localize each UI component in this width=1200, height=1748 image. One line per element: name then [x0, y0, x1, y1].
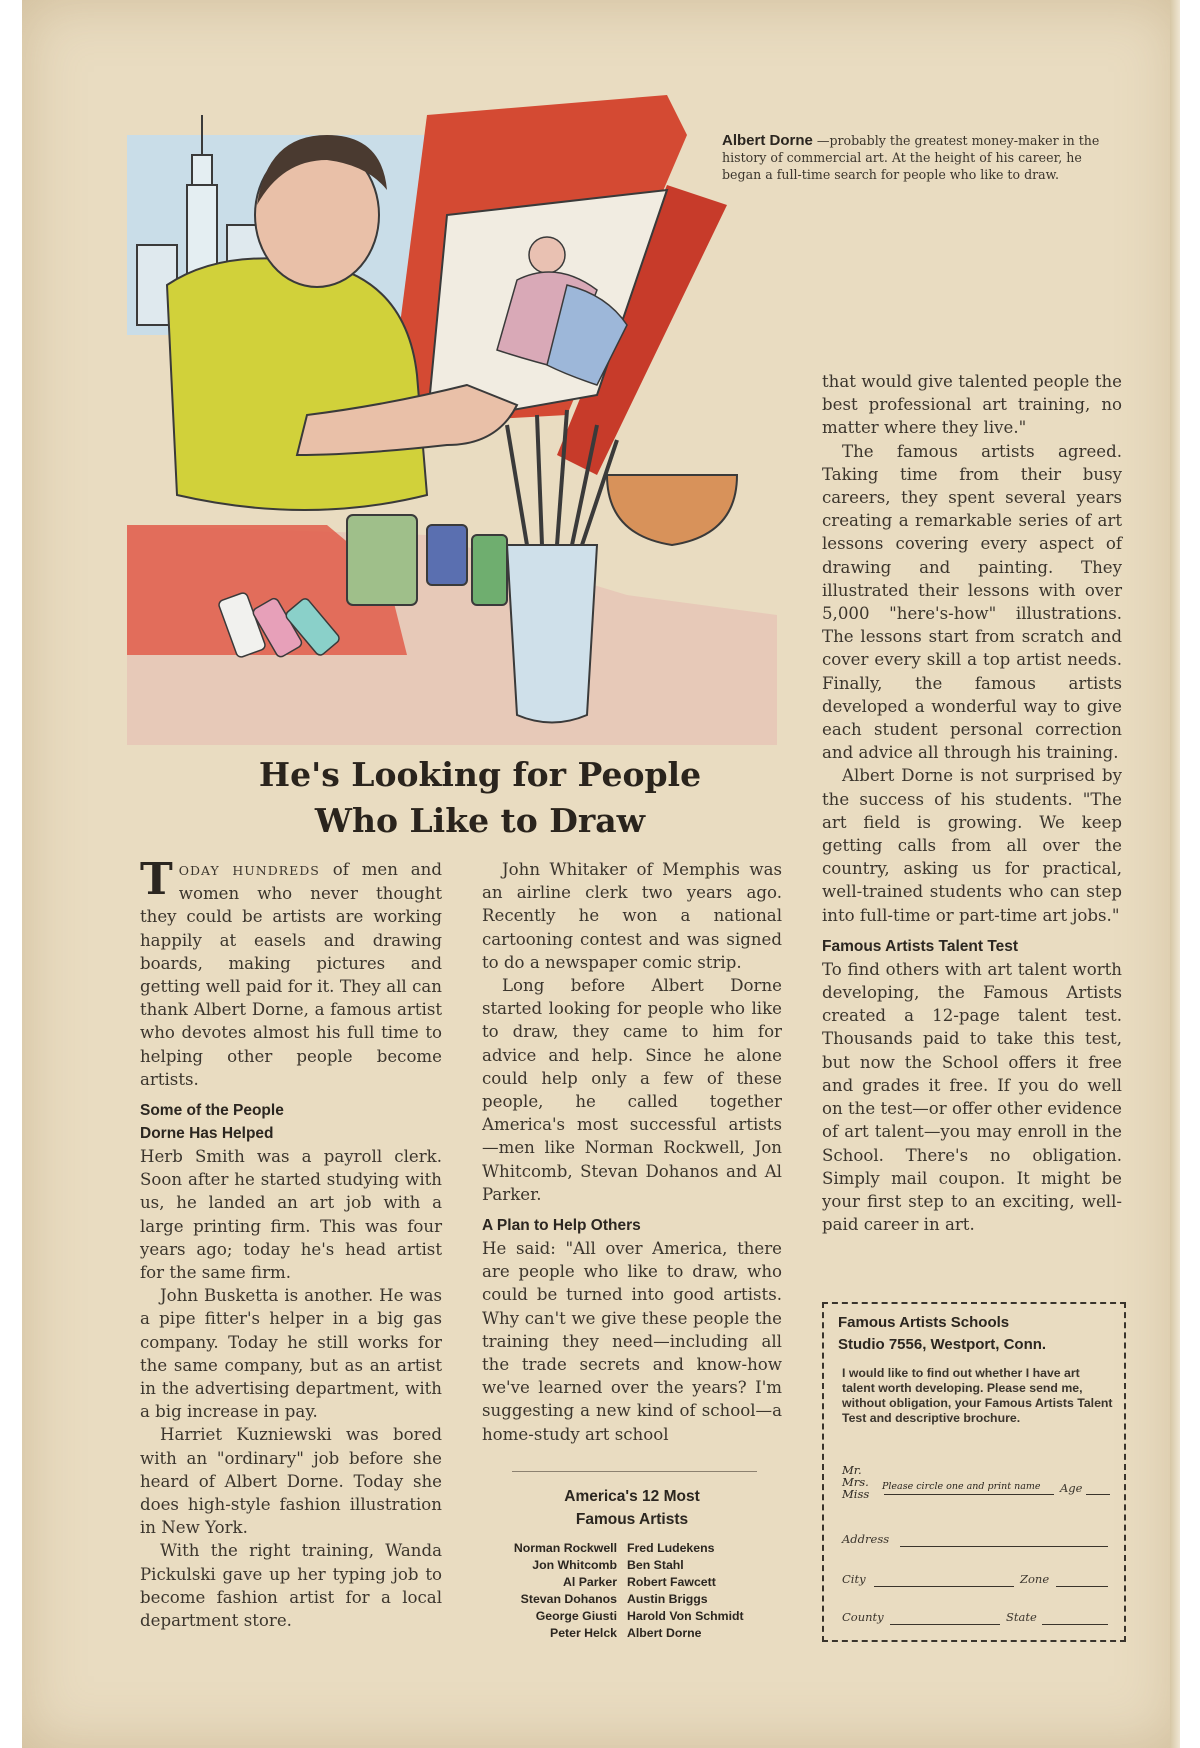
state-label: State [1006, 1610, 1037, 1624]
age-label: Age [1060, 1481, 1083, 1495]
city-line[interactable] [874, 1586, 1014, 1587]
artists-title-line-2: Famous Artists [575, 1511, 689, 1528]
artists-list [477, 1540, 787, 1642]
section-heading-helped [140, 1099, 442, 1145]
artists-title-line-1: America's 12 Most [564, 1488, 700, 1505]
address-label: Address [842, 1532, 890, 1546]
artist-name: Harold Von Schmidt [627, 1609, 744, 1623]
artist-illustration [127, 95, 777, 745]
county-line[interactable] [890, 1624, 1000, 1625]
paragraph: Harriet Kuzniewski was bored with an "ordinary" job before she heard of Albert Dorne. Today she does high-style fashion illustration in New York. [140, 1425, 442, 1538]
illustration-caption [722, 132, 1102, 183]
intro-text: of men and women who never thought they could be artists are working happily at easels and drawing boards, making pictures and getting well paid for it. They all can thank Albert Dorne, a famous artist who devotes almost his full time to helping other people become artists. [140, 860, 442, 1089]
coupon-title [838, 1312, 1124, 1356]
salutation-mr[interactable]: Mr. [842, 1463, 862, 1477]
city-label: City [842, 1572, 866, 1586]
paragraph: With the right training, Wanda Pickulski gave up her typing job to become fashion artist for a local department store. [140, 1541, 442, 1631]
salutation-options[interactable] [842, 1464, 869, 1500]
artist-name: Albert Dorne [627, 1626, 702, 1640]
drop-cap: T [140, 854, 173, 905]
age-line[interactable] [1086, 1494, 1110, 1495]
county-label: County [842, 1610, 884, 1624]
artist-name: Peter Helck [550, 1626, 617, 1640]
paragraph: To find others with art talent worth developing, the Famous Artists created a 12-page talent test. Thousands paid to take this test, but now the School offers it free and grades it free. If you do well on the test—or offer other evidence of art talent—you may enroll in the School. There's no obligation. Simply mail coupon. It might be your first step to an exciting, well-paid career in art. [822, 959, 1122, 1235]
zone-label: Zone [1020, 1572, 1050, 1586]
salutation-mrs[interactable]: Mrs. [842, 1475, 869, 1489]
paragraph: He said: "All over America, there are people who like to draw, who could be turned into good artists. Why can't we give these people the training they need—including all the trade secrets and know-how we've learned over the years? I'm suggesting a new kind of school—a home-study art school [482, 1239, 782, 1444]
paragraph: Albert Dorne is not surprised by the success of his students. "The art field is growing. We keep getting calls from all over the country, asking us for practical, well-trained students who can step into full-time or part-time art jobs." [822, 766, 1122, 925]
page-headline [140, 752, 820, 844]
intro-smallcaps: ODAY HUNDREDS [178, 863, 320, 878]
artist-name: Jon Whitcomb [532, 1558, 617, 1572]
paragraph: that would give talented people the best professional art training, no matter where they live." [822, 372, 1122, 438]
section-heading-plan: A Plan to Help Others [482, 1217, 641, 1235]
divider [512, 1471, 757, 1472]
article-column-3 [822, 370, 1122, 1236]
comic-back-page [22, 0, 1180, 1748]
paragraph: Long before Albert Dorne started looking for people who like to draw, they came to him for advice and help. Since he alone could help only a few of these people, he called together America's most successful artists —men like Norman Rockwell, Jon Whitcomb, Stevan Dohanos and Al Parker. [482, 976, 782, 1204]
intro-paragraph [140, 854, 442, 1091]
paragraph: John Busketta is another. He was a pipe fitter's helper in a big gas company. Today he still works for the same company, but as an artist in the advertising department, with a big increase in pay. [140, 1286, 442, 1422]
coupon-title-line-2: Studio 7556, Westport, Conn. [838, 1336, 1047, 1353]
heading-line-1: Some of the People [140, 1102, 284, 1120]
artist-name: Stevan Dohanos [520, 1592, 617, 1606]
salutation-miss[interactable]: Miss [842, 1487, 870, 1501]
headline-line-2: Who Like to Draw [314, 801, 646, 840]
paragraph: John Whitaker of Memphis was an airline clerk two years ago. Recently he won a national cartooning contest and was signed to do a newspaper comic strip. [482, 860, 782, 972]
state-line[interactable] [1042, 1624, 1108, 1625]
address-line[interactable] [900, 1546, 1108, 1547]
section-heading-talent-test: Famous Artists Talent Test [822, 937, 1019, 955]
artist-name: George Giusti [535, 1609, 617, 1623]
artist-name: Ben Stahl [627, 1558, 684, 1572]
artist-name: Norman Rockwell [513, 1541, 617, 1555]
artist-name: Al Parker [562, 1575, 617, 1589]
mail-coupon[interactable] [822, 1302, 1126, 1642]
name-note: Please circle one and print name [882, 1481, 1041, 1492]
artist-name: Robert Fawcett [627, 1575, 716, 1589]
zone-line[interactable] [1056, 1586, 1108, 1587]
artist-name: Austin Briggs [627, 1592, 708, 1606]
caption-name: Albert Dorne [722, 132, 813, 149]
heading-line-2: Dorne Has Helped [140, 1125, 274, 1143]
coupon-title-line-1: Famous Artists Schools [838, 1314, 1010, 1331]
coupon-body: I would like to find out whether I have art talent worth developing. Please send me, without obligation, your Famous Artists Talent Test and descriptive brochure. [842, 1366, 1113, 1425]
article-column-1 [140, 854, 442, 1632]
caption-text: —probably the greatest money-maker in the history of commercial art. At the height of his career, he began a full-time search for people who like to draw. [722, 133, 1100, 182]
paragraph: The famous artists agreed. Taking time from their busy careers, they spent several years creating a remarkable series of art lessons covering every aspect of drawing and painting. They illustrated their lessons with over 5,000 "here's-how" illustrations. The lessons start from scratch and cover every skill a top artist needs. Finally, the famous artists developed a wonderful way to give each student personal correction and advice all through his training. [822, 441, 1122, 763]
artist-name: Fred Ludekens [627, 1541, 715, 1555]
artists-box-title [482, 1485, 782, 1531]
article-column-2 [482, 858, 782, 1446]
name-line[interactable] [884, 1494, 1054, 1495]
paragraph: Herb Smith was a payroll clerk. Soon after he started studying with us, he landed an art job with a large printing firm. This was four years ago; today he's head artist for the same firm. [140, 1147, 442, 1283]
headline-line-1: He's Looking for People [258, 755, 702, 794]
